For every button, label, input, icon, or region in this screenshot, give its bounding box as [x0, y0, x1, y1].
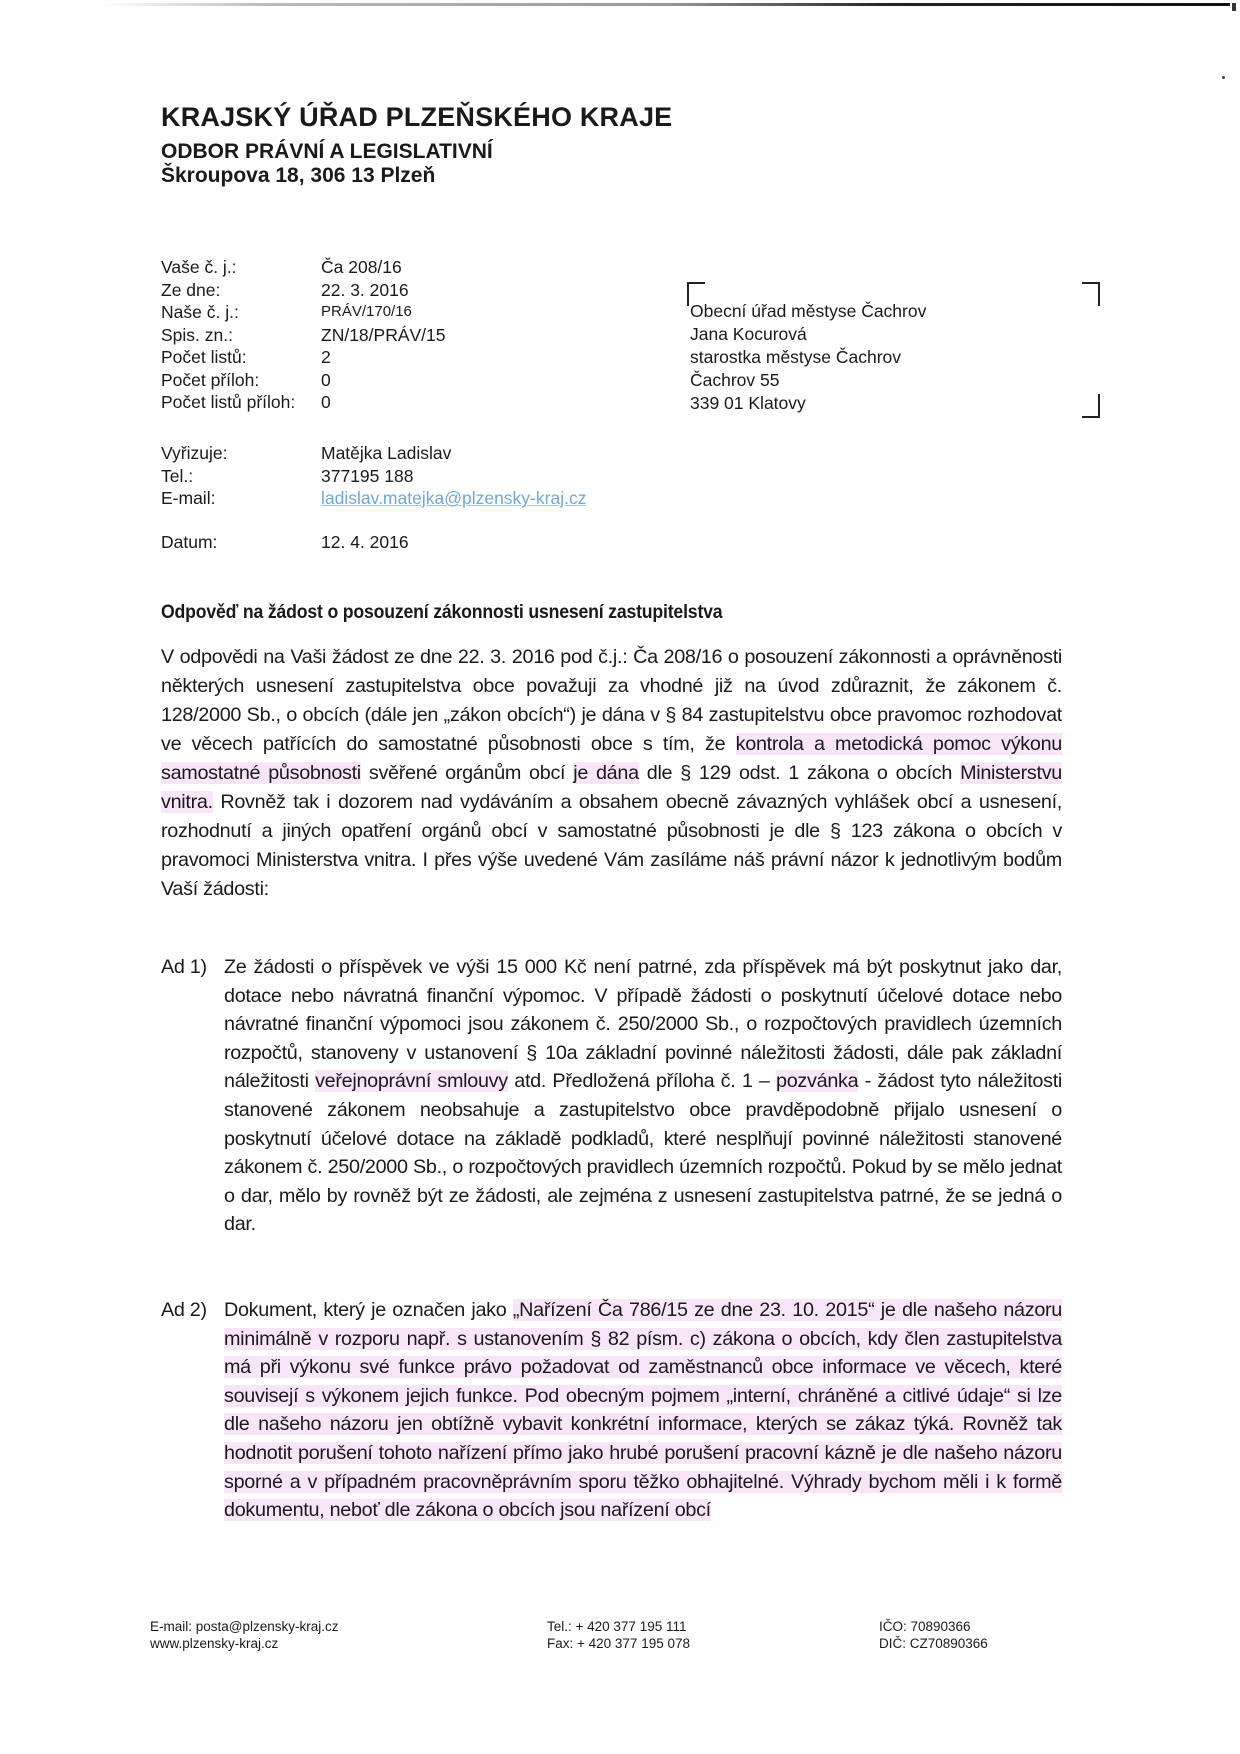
highlighted-text: veřejnoprávní smlouvy: [315, 1070, 508, 1093]
reference-row: Naše č. j.: PRÁV/170/16: [161, 302, 412, 322]
footer-dic: DIČ: CZ70890366: [879, 1636, 988, 1651]
footer-email: E-mail: posta@plzensky-kraj.cz: [150, 1619, 339, 1634]
reference-block: [161, 256, 446, 414]
point-label: Ad 1): [161, 956, 207, 978]
date-block: [161, 531, 409, 554]
contact-block: [161, 442, 586, 510]
date-row: Datum: 12. 4. 2016: [161, 532, 409, 552]
footer-phone: [547, 1618, 690, 1652]
scan-edge-line: [100, 3, 1230, 6]
contact-row: Tel.: 377195 188: [161, 465, 414, 486]
footer-web: www.plzensky-kraj.cz: [150, 1636, 279, 1651]
point-text: Dokument, který je označen jako „Nařízení Ča 786/15 ze dne 23. 10. 2015“ je dle našeho názoru minimálně v rozporu např. s ustanovením § 82 písm. c) zákona o obcích, kdy člen zastupitelstva má při výkonu své funkce právo požadovat od zaměstnanců obce informace ve věcech, které souvisejí s výkonem jejich funkce. Pod obecným pojmem „interní, chráněné a citlivé údaje“ si lze dle našeho názoru jen obtížně vybavit konkrétní informace, kterých se zákaz týká. Rovněž tak hodnotit porušení tohoto nařízení přímo jako hrubé porušení pracovní kázně je dle našeho názoru sporné a v případném pracovněprávním sporu těžko obhajitelné. Výhrady bychom měli i k formě dokumentu, neboť dle zákona o obcích jsou nařízení obcí: [224, 1299, 1063, 1522]
contact-row: E-mail: ladislav.matejka@plzensky-kraj.cz: [161, 488, 587, 508]
intro-paragraph: V odpovědi na Vaši žádost ze dne 22. 3. 2016 pod č.j.: Ča 208/16 o posouzení zákonnosti a oprávněnosti některých usnesení zastupitelstva obce považuji za vhodné již na úvod zdůraznit, že zákonem č. 128/2000 Sb., o obcích (dále jen „zákon obcích“) je dána v § 84 zastupitelstvu obce pravomoc rozhodovat ve věcech patřících do samostatné působnosti obce s tím, že kontrola a metodická pomoc výkonu samostatné působnosti svěřené orgánům obcí je dána dle § 129 odst. 1 zákona o obcích Ministerstvu vnitra. Rovněž tak i dozorem nad vydáváním a obsahem obecně závazných vyhlášek obcí a usnesení, rozhodnutí a jiných opatření orgánů obcí v samostatné působnosti je dle § 123 zákona o obcích v pravomoci Ministerstva vnitra. I přes výše uvedené Vám zasíláme náš právní názor k jednotlivým bodům Vaší žádosti:: [161, 646, 1062, 900]
footer-fax: Fax: + 420 377 195 078: [547, 1636, 690, 1651]
letter-subject: Odpověď na žádost o posouzení zákonnosti usnesení zastupitelstva: [161, 602, 723, 623]
highlighted-text: je dána: [573, 762, 639, 784]
scan-edge-mark: [1232, 3, 1236, 11]
recipient-address: Obecní úřad městyse Čachrov Jana Kocurová starostka městyse Čachrov Čachrov 55 339 01 Klatovy: [690, 301, 927, 413]
reference-row: Počet listů: 2: [161, 347, 331, 367]
reference-row: Vaše č. j.: Ča 208/16: [161, 257, 402, 277]
recipient-address-window: [690, 286, 1090, 416]
address-corner-mark: [1082, 394, 1100, 418]
point-ad-2: [161, 1296, 1062, 1525]
highlighted-text: Ministerstvu vnitra.: [161, 762, 1062, 813]
point-ad-1: [161, 953, 1062, 1239]
email-link[interactable]: ladislav.matejka@plzensky-kraj.cz: [321, 488, 587, 508]
contact-row: Vyřizuje: Matějka Ladislav: [161, 443, 452, 463]
footer-ids: [879, 1618, 988, 1652]
office-address: Škroupova 18, 306 13 Plzeň: [161, 164, 436, 187]
highlighted-text: kontrola a metodická pomoc výkonu samostatné působnosti: [161, 733, 1062, 784]
point-text: Ze žádosti o příspěvek ve výši 15 000 Kč není patrné, zda příspěvek má být poskytnut jako dar, dotace nebo návratná finanční výpomoc. V případě žádosti o poskytnutí účelové dotace nebo návratné finanční výpomoci jsou zákonem č. 250/2000 Sb., o rozpočtových pravidlech územních rozpočtů, stanoveny v ustanovení § 10a základní povinné náležitosti žádosti, dále pak základní náležitosti veřejnoprávní smlouvy atd. Předložená příloha č. 1 – pozvánka - žádost tyto náležitosti stanovené zákonem neobsahuje a zastupitelstvo obce pravděpodobně přijalo usnesení o poskytnutí účelové dotace na základě podkladů, které nesplňují povinné náležitosti stanovené zákonem č. 250/2000 Sb., o rozpočtových pravidlech územních rozpočtů. Pokud by se mělo jednat o dar, mělo by rovněž být ze žádosti, ale zejména z usnesení zastupitelstva patrné, že se jedná o dar.: [224, 956, 1062, 1236]
reference-row: Spis. zn.: ZN/18/PRÁV/15: [161, 324, 446, 345]
point-label: Ad 2): [161, 1299, 207, 1321]
reference-row: Počet listů příloh: 0: [161, 392, 331, 412]
address-corner-mark: [1082, 282, 1100, 306]
footer-tel: Tel.: + 420 377 195 111: [547, 1619, 687, 1634]
scan-speck: [1222, 76, 1225, 79]
highlighted-text: „Nařízení Ča 786/15 ze dne 23. 10. 2015“ je dle našeho názoru minimálně v rozporu např. s ustanovením § 82 písm. c) zákona o obcích, kdy člen zastupitelstva má při výkonu své funkce právo požadovat od zaměstnanců obce informace ve věcech, které souvisejí s výkonem jejich funkce. Pod obecným pojmem „interní, chráněné a citlivé údaje“ si lze dle našeho názoru jen obtížně vybavit konkrétní informace, kterých se zákaz týká. Rovněž tak hodnotit porušení tohoto nařízení přímo jako hrubé porušení pracovní kázně je dle našeho názoru sporné a v případném pracovněprávním sporu těžko obhajitelné. Výhrady bychom měli i k formě dokumentu, neboť dle zákona o obcích jsou nařízení obcí: [224, 1299, 1063, 1522]
footer-contact: [150, 1618, 339, 1652]
footer-ico: IČO: 70890366: [879, 1619, 971, 1634]
reference-row: Počet příloh: 0: [161, 369, 331, 390]
highlighted-text: pozvánka: [776, 1070, 859, 1093]
organization-name: KRAJSKÝ ÚŘAD PLZEŇSKÉHO KRAJE: [161, 102, 673, 132]
letterhead: [161, 102, 672, 188]
reference-row: Ze dne: 22. 3. 2016: [161, 279, 409, 300]
department-name: ODBOR PRÁVNÍ A LEGISLATIVNÍ: [161, 140, 493, 163]
